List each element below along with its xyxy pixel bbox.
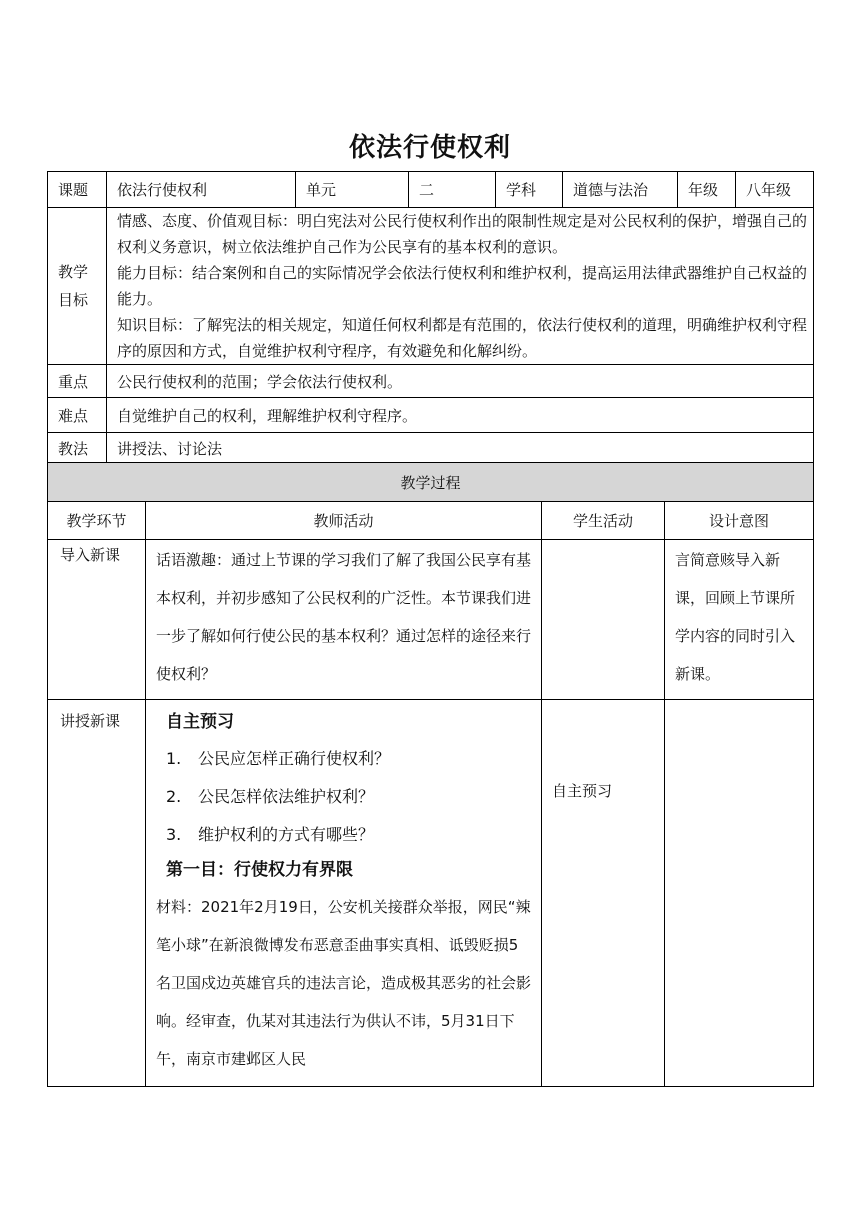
- goals-content: [107, 208, 814, 365]
- topic-label: 课题: [48, 172, 107, 208]
- goal-knowledge: 知识目标：了解宪法的相关规定，知道任何权利都是有范围的，依法行使权利的道理，明确维护权利守程序的原因和方式，自觉维护权利守程序，有效避免和化解纠纷。: [117, 316, 808, 360]
- process-header: 教学过程: [48, 463, 814, 502]
- lecture-student: 自主预习: [542, 700, 665, 1087]
- material-text: 材料：2021年2月19日，公安机关接群众举报，网民“辣笔小球”在新浪微博发布恶意歪曲事实真相、诋毁贬损5名卫国戍边英雄官兵的违法言论，造成极其恶劣的社会影响。经审查，仇某对其违法行为供认不讳，5月31日下午，南京市建邺区人民: [156, 898, 532, 1068]
- col-header-student: 学生活动: [542, 502, 665, 540]
- goals-label: [48, 208, 107, 365]
- preview-title: 自主预习: [166, 712, 234, 732]
- course-info-table: [47, 171, 814, 464]
- key-point-label: 重点: [48, 365, 107, 398]
- question-number: 3.: [166, 825, 182, 844]
- question-number: 1.: [166, 749, 182, 768]
- question-number: 2.: [166, 787, 182, 806]
- question-text: 维护权利的方式有哪些？: [198, 825, 375, 844]
- grade-label: 年级: [678, 172, 736, 208]
- question-item: [166, 778, 541, 816]
- subject-value: 道德与法治: [563, 172, 678, 208]
- difficulty-label: 难点: [48, 398, 107, 433]
- method-value: 讲授法、讨论法: [107, 433, 814, 464]
- question-text: 公民怎样依法维护权利？: [198, 787, 375, 806]
- col-header-teacher: 教师活动: [146, 502, 542, 540]
- key-point-value: 公民行使权利的范围；学会依法行使权利。: [107, 365, 814, 398]
- subject-label: 学科: [496, 172, 563, 208]
- method-label: 教法: [48, 433, 107, 464]
- lecture-intent: [665, 700, 814, 1087]
- question-text: 公民应怎样正确行使权利？: [198, 749, 391, 768]
- difficulty-value: 自觉维护自己的权利，理解维护权利守程序。: [107, 398, 814, 433]
- question-item: [166, 740, 541, 778]
- col-header-stage: 教学环节: [48, 502, 146, 540]
- goal-ability: 能力目标：结合案例和自己的实际情况学会依法行使权利和维护权利，提高运用法律武器维护自己权益的能力。: [117, 264, 808, 308]
- question-item: [166, 816, 541, 854]
- intro-intent: 言简意赅导入新课，回顾上节课所学内容的同时引入新课。: [665, 540, 814, 700]
- section-title: 第一目：行使权力有界限: [166, 860, 353, 880]
- intro-stage: 导入新课: [48, 540, 146, 700]
- goal-emotion: 情感、态度、价值观目标：明白宪法对公民行使权利作出的限制性规定是对公民权利的保护，增强自己的权利义务意识，树立依法维护自己作为公民享有的基本权利的意识。: [117, 212, 808, 256]
- intro-teacher: 话语激趣：通过上节课的学习我们了解了我国公民享有基本权利，并初步感知了公民权利的广泛性。本节课我们进一步了解如何行使公民的基本权利？通过怎样的途径来行使权利？: [146, 540, 542, 700]
- unit-label: 单元: [296, 172, 409, 208]
- page-title: 依法行使权利: [348, 133, 511, 163]
- goals-label-line1: 教学: [58, 263, 89, 281]
- intro-student: [542, 540, 665, 700]
- unit-value: 二: [409, 172, 496, 208]
- goals-label-line2: 目标: [58, 291, 89, 309]
- col-header-intent: 设计意图: [665, 502, 814, 540]
- grade-value: 八年级: [736, 172, 814, 208]
- lecture-stage: 讲授新课: [48, 700, 146, 1087]
- topic-value: 依法行使权利: [107, 172, 296, 208]
- lecture-teacher: [146, 700, 542, 1087]
- teaching-process-table: [47, 462, 814, 1087]
